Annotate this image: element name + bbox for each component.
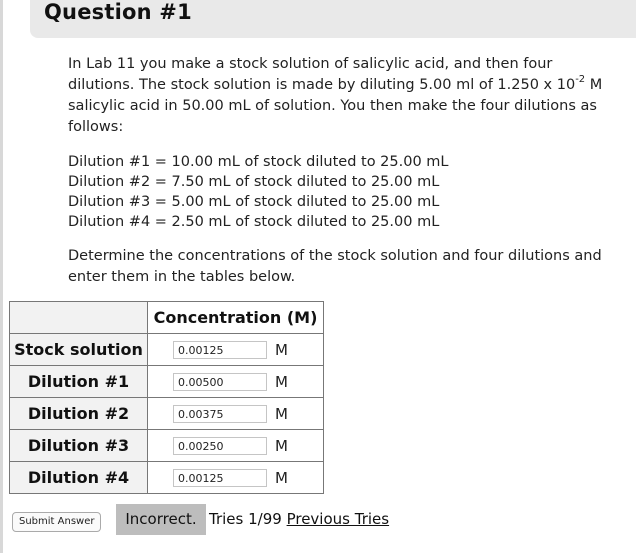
row-label-dilution-1: Dilution #1	[10, 366, 148, 398]
value-cell	[148, 430, 324, 462]
unit-label: M	[275, 373, 288, 392]
intro-line-4: follows:	[68, 119, 124, 135]
table-row	[10, 430, 324, 462]
value-cell	[148, 334, 324, 366]
row-label-dilution-4: Dilution #4	[10, 462, 148, 494]
previous-tries-link[interactable]: Previous Tries	[286, 510, 390, 528]
row-label-dilution-2: Dilution #2	[10, 398, 148, 430]
left-border	[0, 0, 3, 553]
dilution-2-concentration-input[interactable]: 0.00375	[173, 405, 267, 423]
unit-label: M	[275, 341, 288, 360]
unit-label: M	[275, 405, 288, 424]
table-corner-cell	[10, 302, 148, 334]
value-cell	[148, 398, 324, 430]
value-cell	[148, 462, 324, 494]
table-row	[10, 462, 324, 494]
dilution-item: Dilution #3 = 5.00 mL of stock diluted to 25.00 mL	[68, 194, 440, 210]
dilution-3-concentration-input[interactable]: 0.00250	[173, 437, 267, 455]
dilution-item: Dilution #4 = 2.50 mL of stock diluted to 25.00 mL	[68, 214, 440, 230]
table-row	[10, 334, 324, 366]
result-status-badge: Incorrect.	[116, 504, 206, 535]
concentration-header: Concentration (M)	[148, 302, 324, 334]
intro-line-2-text: dilutions. The stock solution is made by diluting 5.00 ml of 1.250 x 10	[68, 77, 576, 93]
dilution-item: Dilution #2 = 7.50 mL of stock diluted to 25.00 mL	[68, 174, 440, 190]
unit-label: M	[275, 437, 288, 456]
unit-label: M	[275, 469, 288, 488]
table-row	[10, 366, 324, 398]
intro-line-3: salicylic acid in 50.00 mL of solution. You then make the four dilutions as	[68, 98, 597, 114]
dilution-4-concentration-input[interactable]: 0.00125	[173, 469, 267, 487]
value-cell	[148, 366, 324, 398]
dilution-list	[68, 152, 449, 232]
intro-line-2	[68, 75, 624, 96]
dilution-item: Dilution #1 = 10.00 mL of stock diluted to 25.00 mL	[68, 154, 449, 170]
table-header-row	[10, 302, 324, 334]
question-intro	[68, 54, 624, 138]
tries-count: Tries 1/99	[209, 510, 282, 528]
intro-line-1: In Lab 11 you make a stock solution of salicylic acid, and then four	[68, 56, 553, 72]
table-row	[10, 398, 324, 430]
tries-info	[209, 510, 389, 528]
row-label-dilution-3: Dilution #3	[10, 430, 148, 462]
question-title: Question #1	[44, 0, 192, 24]
intro-unit: M	[585, 77, 603, 93]
submit-answer-button[interactable]: Submit Answer	[12, 512, 101, 532]
row-label-stock: Stock solution	[10, 334, 148, 366]
stock-concentration-input[interactable]: 0.00125	[173, 341, 267, 359]
concentration-table	[9, 301, 324, 494]
instruction-text: Determine the concentrations of the stock solution and four dilutions and enter them in the tables below.	[68, 248, 602, 285]
intro-exponent: -2	[575, 74, 586, 86]
dilution-1-concentration-input[interactable]: 0.00500	[173, 373, 267, 391]
